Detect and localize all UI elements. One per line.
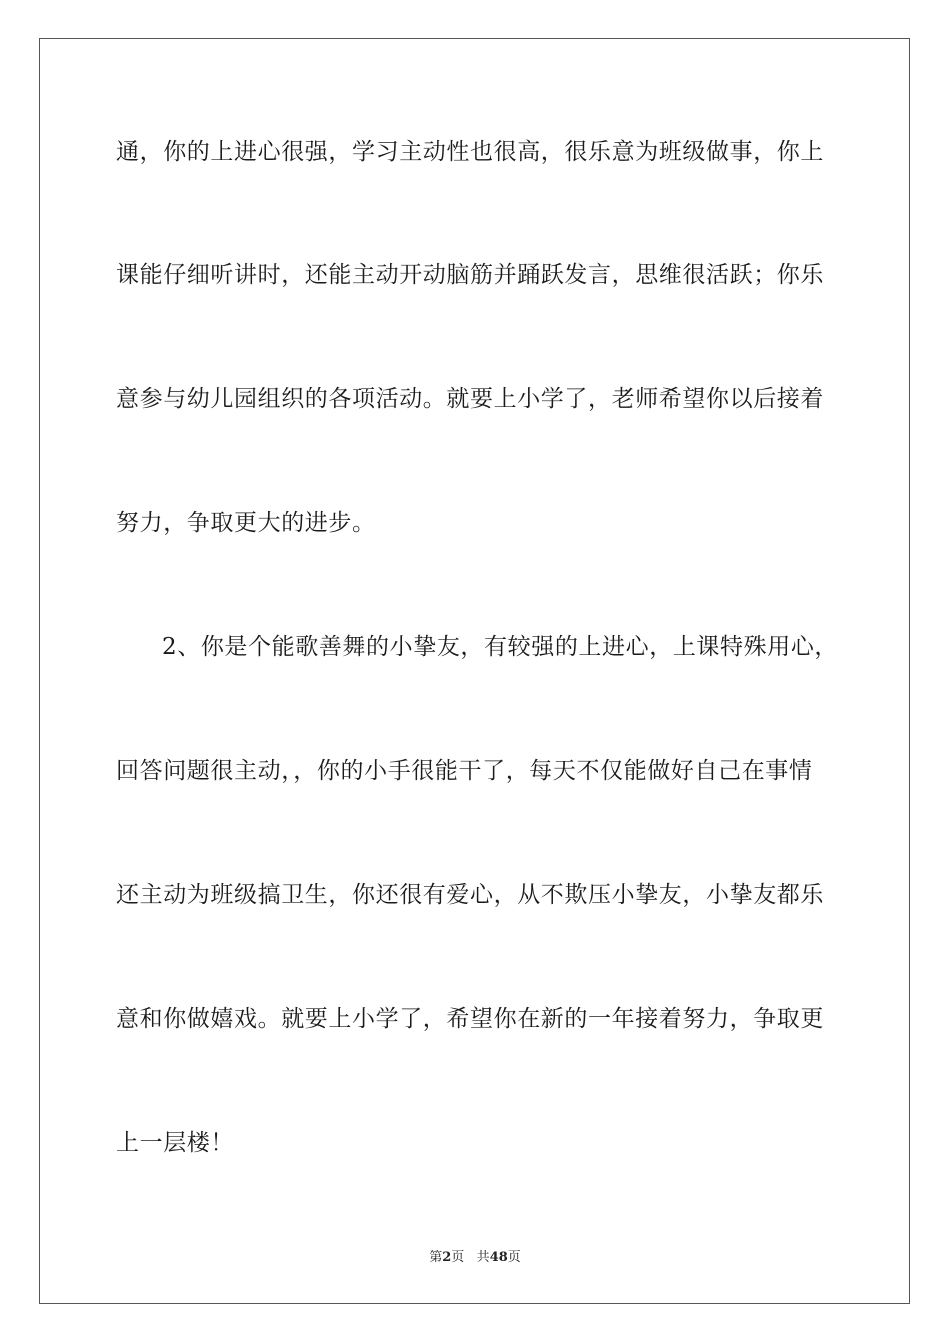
- page-label-prefix: 第: [429, 1250, 443, 1265]
- body-line: 努力，争取更大的进步。: [116, 510, 376, 536]
- paragraph-start-line: 2、你是个能歌善舞的小挚友，有较强的上进心，上课特殊用心，: [162, 634, 839, 660]
- body-line: 意参与幼儿园组织的各项活动。就要上小学了，老师希望你以后接着: [116, 386, 824, 412]
- body-line: 回答问题很主动，，你的小手很能干了，每天不仅能做好自己在事情: [116, 758, 813, 784]
- body-line: 课能仔细听讲时，还能主动开动脑筋并踊跃发言，思维很活跃；你乐: [116, 262, 824, 288]
- total-label-prefix: 共: [476, 1250, 490, 1265]
- current-page-number: 2: [442, 1250, 452, 1265]
- total-page-count: 48: [489, 1250, 508, 1265]
- body-line: 上一层楼！: [116, 1130, 234, 1156]
- total-label-suffix: 页: [507, 1250, 521, 1265]
- body-line: 意和你做嬉戏。就要上小学了，希望你在新的一年接着努力，争取更: [116, 1006, 824, 1032]
- page-footer: [0, 1246, 950, 1265]
- body-line: 还主动为班级搞卫生，你还很有爱心，从不欺压小挚友，小挚友都乐: [116, 882, 824, 908]
- body-line: 通，你的上进心很强，学习主动性也很高，很乐意为班级做事，你上: [116, 139, 824, 165]
- page-border: [39, 38, 910, 1304]
- page-label-suffix: 页: [451, 1250, 465, 1265]
